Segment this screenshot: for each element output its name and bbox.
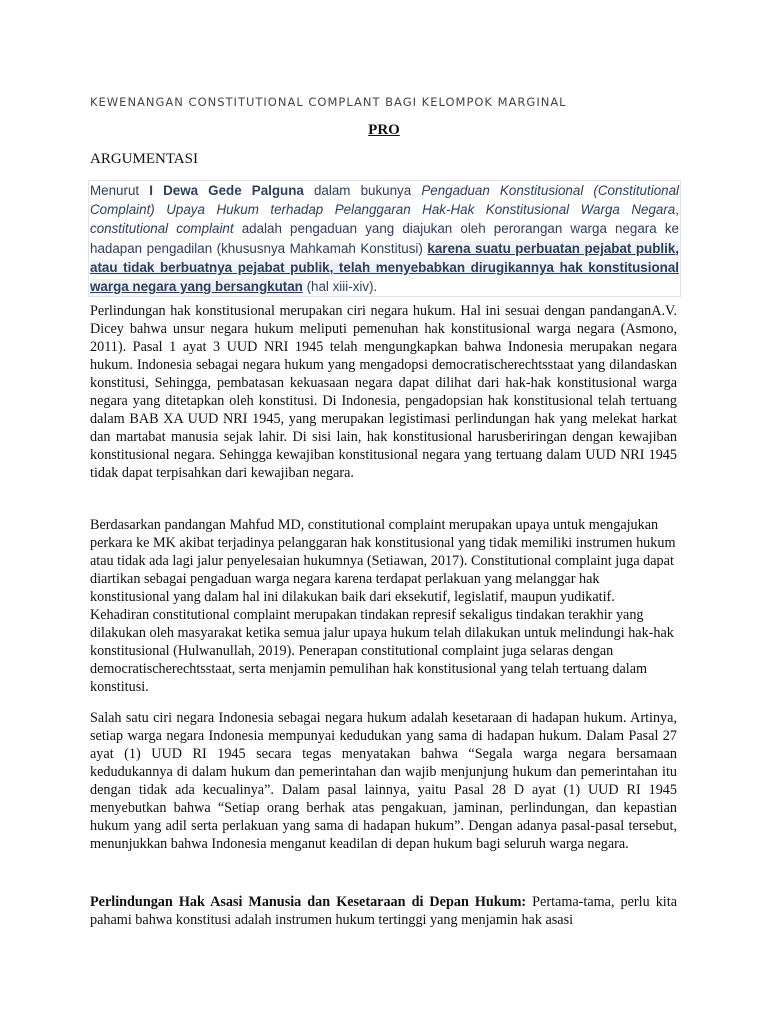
quote-author: I Dewa Gede Palguna bbox=[149, 183, 304, 198]
quote-middle-1: dalam bukunya bbox=[303, 183, 422, 198]
quote-block bbox=[88, 180, 681, 297]
term-constitutional-complaint: constitutional complaint bbox=[90, 221, 234, 237]
paragraph-3: Salah satu ciri negara Indonesia sebagai negara hukum adalah kesetaraan di hadapan hukum. Artinya, setiap warga negara Indonesia mempunyai kedudukan yang sama di hadapan hukum. Dalam Pasal 27 ayat (1) UUD RI 1945 secara tegas menyatakan bahwa “Segala warga negara bersamaan kedudukannya di dalam hukum dan pemerintahan dan wajib menjunjung hukum dan pemerintahan itu dengan tidak ada kecualinya”. Dalam pasal lainnya, yaitu Pasal 28 D ayat (1) UUD RI 1945 menyebutkan bahwa “Setiap orang berhak atas pengakuan, jaminan, perlindungan, dan kepastian hukum yang adil serta perlakuan yang sama di hadapan hukum”. Dengan adanya pasal-pasal tersebut, menunjukkan bahwa Indonesia menganut keadilan di depan hukum bagi seluruh warga negara. bbox=[90, 710, 677, 852]
document-header: KEWENANGAN CONSTITUTIONAL COMPLANT BAGI KELOMPOK MARGINAL bbox=[90, 95, 567, 109]
section-title: PRO bbox=[368, 122, 400, 138]
paragraph-4 bbox=[90, 893, 677, 929]
quote-highlight: karena suatu perbuatan pejabat publik, atau tidak berbuatnya pejabat publik, telah menyebabkan dirugikannya hak konstitusional warga negara yang bersangkutan bbox=[90, 240, 680, 295]
subtitle: ARGUMENTASI bbox=[90, 151, 198, 167]
quote-citation: (hal xiii-xiv). bbox=[302, 279, 378, 295]
paragraph-1: Perlindungan hak konstitusional merupakan ciri negara hukum. Hal ini sesuai dengan pandanganA.V. Dicey bahwa unsur negara hukum meliputi pemenuhan hak konstitusional warga negara (Asmono, 2011). Pasal 1 ayat 3 UUD NRI 1945 telah mengungkapkan bahwa Indonesia merupakan negara hukum. Indonesia sebagai negara hukum yang mengadopsi democratischerechtsstaat yang dilandaskan konstitusi, Sehingga, pembatasan kekuasaan negara dapat dilihat dari hak-hak konstitusional warga negara yang ditetapkan oleh konstitusi. Di Indonesia, pengadopsian hak konstitusional telah tertuang dalam BAB XA UUD NRI 1945, yang merupakan legistimasi perlindungan hak yang melekat harkat dan martabat manusia sejak lahir. Di sisi lain, hak konstitusional harusberiringan dengan kewajiban konstitusional negara. Sehingga kewajiban konstitusional negara yang tertuang dalam UUD NRI 1945 tidak dapat terpisahkan dari kewajiban negara. bbox=[90, 303, 677, 481]
paragraph-2: Berdasarkan pandangan Mahfud MD, constitutional complaint merupakan upaya untuk mengajukan perkara ke MK akibat terjadinya pelanggaran hak konstitusional yang tidak memiliki instrumen hukum atau tidak ada lagi jalur penyelesaian hukumnya (Setiawan, 2017). Constitutional complaint juga dapat diartikan sebagai pengaduan warga negara karena terdapat perlakuan yang melanggar hak konstitusional yang dalam hal ini dilakukan baik dari eksekutif, legislatif, maupun yudikatif. Kehadiran constitutional complaint merupakan tindakan represif sekaligus tindakan terakhir yang dilakukan oleh masyarakat ketika semua jalur upaya hukum telah dilakukan untuk melindungi hak-hak konstitusional (Hulwanullah, 2019). Penerapan constitutional complaint juga selaras dengan democratischerechtsstaat, serta menjamin pemulihan hak konstitusional yang telah tertuang dalam konstitusi. bbox=[90, 517, 676, 695]
paragraph-4-lead: Perlindungan Hak Asasi Manusia dan Kesetaraan di Depan Hukum: bbox=[90, 894, 527, 910]
book-title: Pengaduan Konstitusional (Constitutional Complaint) Upaya Hukum terhadap Pelanggaran Hak-Hak Konstitusional Warga Negara bbox=[90, 183, 680, 218]
quote-prefix: Menurut bbox=[90, 183, 150, 198]
paragraph-4-text: Pertama-tama, perlu kita pahami bahwa konstitusi adalah instrumen hukum tertinggi yang menjamin hak asasi bbox=[90, 894, 677, 928]
quote-comma: , bbox=[675, 202, 679, 218]
quote-middle-2: adalah pengaduan yang diajukan oleh perorangan warga negara ke hadapan pengadilan (khususnya Mahkamah Konstitusi) bbox=[90, 221, 679, 256]
